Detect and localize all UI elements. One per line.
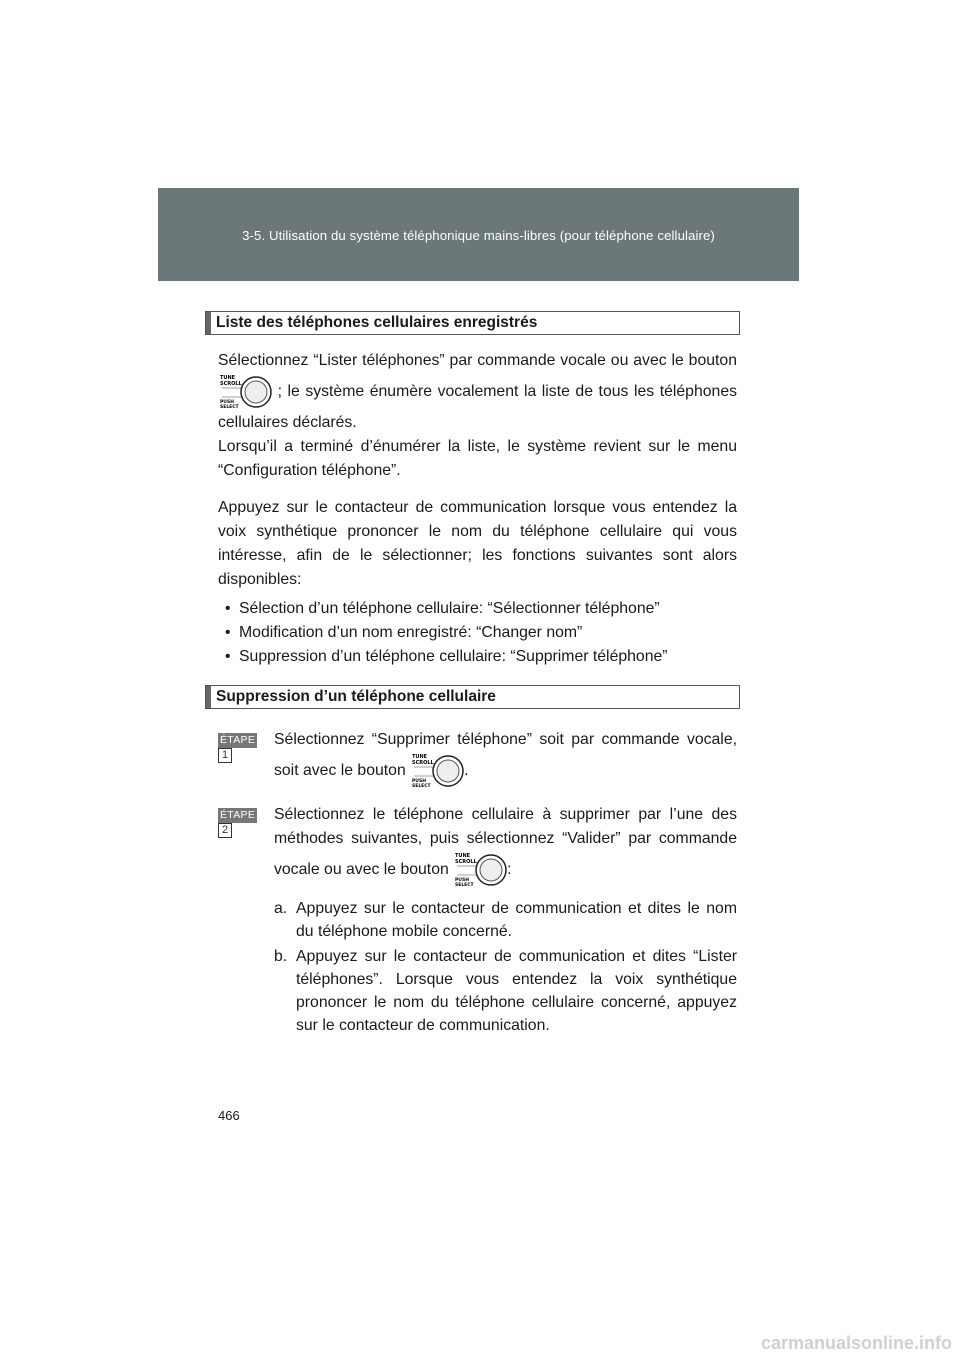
list-item: • Modification d’un nom enregistré: “Changer nom” bbox=[225, 621, 737, 645]
knob-label: PUSH bbox=[220, 400, 234, 405]
knob-label: PUSH bbox=[455, 878, 470, 883]
knob-label: SELECT bbox=[412, 784, 431, 789]
step-text: Sélectionnez “Supprimer téléphone” soit par commande vocale, soit avec le bouton bbox=[274, 731, 737, 780]
tune-select-knob-icon bbox=[218, 373, 272, 411]
step-text: Sélectionnez le téléphone cellulaire à supprimer par l’une des méthodes suivantes, puis sélectionnez “Valider” par commande vocale ou avec le bouton bbox=[274, 806, 737, 879]
sub-step-text: Appuyez sur le contacteur de communication et dites “Lister téléphones”. Lorsque vous entendez la voix synthétique prononcer le nom du téléphone cellulaire concerné, appuyez sur le contacteur de communication. bbox=[296, 948, 737, 1034]
section-title: Liste des téléphones cellulaires enregistrés bbox=[205, 311, 740, 335]
tune-select-knob-icon bbox=[410, 752, 464, 790]
step-text: : bbox=[507, 861, 512, 879]
step-label: ÉTAPE bbox=[220, 809, 256, 821]
paragraph-list-phones bbox=[218, 349, 737, 483]
step-badge-2 bbox=[218, 808, 268, 836]
watermark: carmanualsonline.info bbox=[760, 1333, 952, 1353]
section-title: Suppression d’un téléphone cellulaire bbox=[205, 685, 740, 709]
breadcrumb: 3-5. Utilisation du système téléphonique mains-libres (pour téléphone cellulaire) bbox=[242, 228, 715, 243]
sub-step-text: Appuyez sur le contacteur de communication et dites le nom du téléphone mobile concerné. bbox=[296, 900, 737, 940]
list-item: • Sélection d’un téléphone cellulaire: “Sélectionner téléphone” bbox=[225, 597, 737, 621]
function-list bbox=[225, 597, 737, 669]
step-number: 2 bbox=[218, 823, 232, 838]
knob-label: TUNE bbox=[455, 853, 471, 859]
step-label: ÉTAPE bbox=[220, 734, 256, 746]
paragraph-instructions: Appuyez sur le contacteur de communication lorsque vous entendez la voix synthétique prononcer le nom du téléphone cellulaire qui vous intéresse, afin de le sélectionner; les fonctions suivantes sont alors disponibles: bbox=[218, 499, 737, 588]
paragraph-text: Lorsqu’il a terminé d’énumérer la liste, le système revient sur le menu “Configuration téléphone”. bbox=[218, 438, 737, 479]
paragraph-text: Sélectionnez “Lister téléphones” par commande vocale ou avec le bouton bbox=[218, 352, 737, 369]
sub-step-label: a. bbox=[274, 900, 288, 917]
step-badge-1 bbox=[218, 733, 268, 761]
sub-step-label: b. bbox=[274, 948, 288, 965]
knob-label: PUSH bbox=[412, 779, 427, 784]
page-number: 466 bbox=[218, 1108, 240, 1123]
knob-label: SCROLL bbox=[455, 859, 477, 865]
header-band bbox=[158, 188, 799, 281]
step-1-text bbox=[274, 728, 737, 790]
step-number: 1 bbox=[218, 748, 232, 763]
knob-label: SELECT bbox=[220, 405, 239, 410]
step-2-text bbox=[274, 803, 737, 889]
tune-select-knob-icon bbox=[453, 851, 507, 889]
knob-label: SCROLL bbox=[412, 760, 434, 766]
paragraph-text: ; le système énumère vocalement la liste de tous les téléphones cellulaires déclarés. bbox=[218, 383, 738, 431]
step-text: . bbox=[464, 762, 469, 780]
sub-step-a bbox=[274, 897, 737, 943]
list-item: • Suppression d’un téléphone cellulaire: “Supprimer téléphone” bbox=[225, 645, 737, 669]
knob-label: SCROLL bbox=[220, 381, 242, 387]
sub-step-b bbox=[274, 945, 737, 1037]
knob-label: TUNE bbox=[412, 754, 428, 760]
knob-label: TUNE bbox=[220, 375, 236, 381]
knob-label: SELECT bbox=[455, 883, 474, 888]
